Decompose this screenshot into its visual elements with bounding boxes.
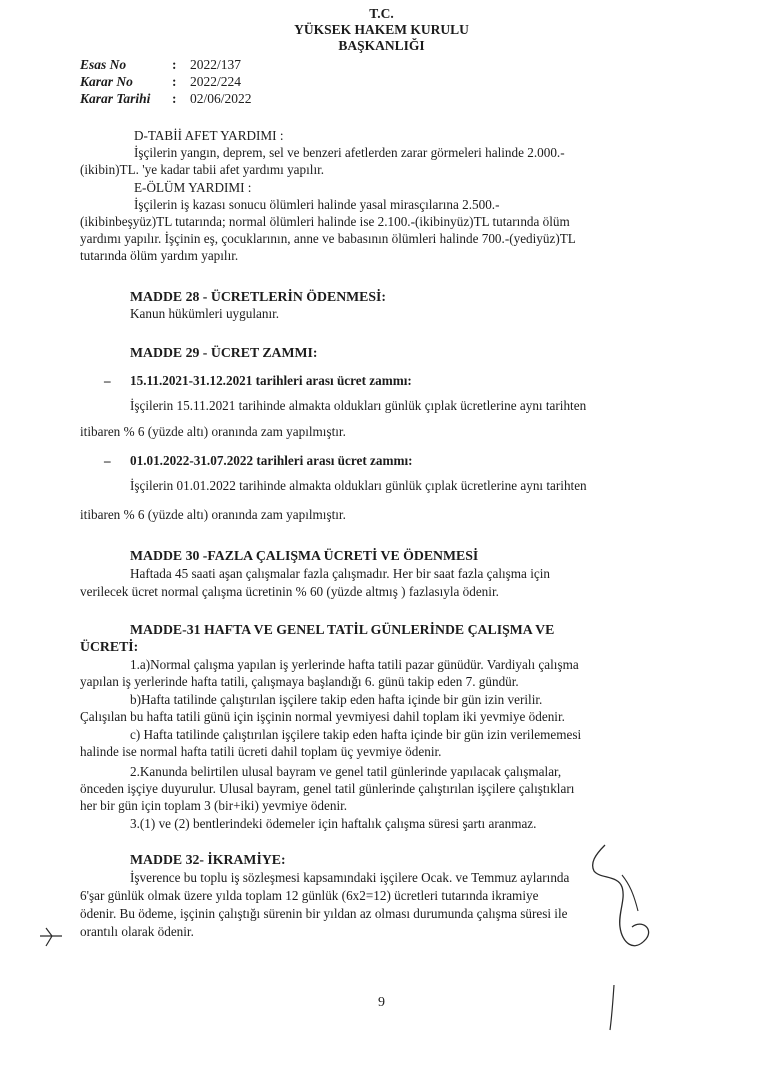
madde-30-title: MADDE 30 -FAZLA ÇALIŞMA ÜCRETİ VE ÖDENMESİ <box>130 548 479 563</box>
karar-no-value: 2022/224 <box>190 74 242 89</box>
header-presidency: BAŞKANLIĞI <box>338 38 425 53</box>
madde-31-b-line2: Çalışılan bu hafta tatili günü için işçinin normal yevmiyesi dahil toplam iki yevmiye ödenir. <box>80 709 565 724</box>
madde-31-c-line1: c) Hafta tatilinde çalıştırılan işçilere takip eden hafta içinde bir gün izin verilememesi <box>130 727 582 742</box>
madde-32-line3: ödenir. Bu ödeme, işçinin çalıştığı sürenin bir yıldan az olması durumunda çalışma süresi ile <box>80 906 568 921</box>
madde-30-line1: Haftada 45 saati aşan çalışmalar fazla çalışmadır. Her bir saat fazla çalışma için <box>130 566 550 581</box>
madde-31-2-line3: her bir gün için toplam 3 (bir+iki) yevmiye ödenir. <box>80 798 348 813</box>
madde-32-line1: İşverence bu toplu iş sözleşmesi kapsamındaki işçilere Ocak. ve Temmuz aylarında <box>130 870 570 885</box>
dash-bullet-2: – <box>104 453 111 468</box>
section-e-line2: (ikibinbeşyüz)TL tutarında; normal ölümleri halinde ise 2.100.-(ikibinyüz)TL tutarında ölüm <box>80 214 570 229</box>
section-e-line3: yardımı yapılır. İşçinin eş, çocuklarının, anne ve babasının ölümleri halinde 700.-(yediyüz)TL <box>80 231 576 246</box>
madde-31-1a-line1: 1.a)Normal çalışma yapılan iş yerlerinde hafta tatili pazar günüdür. Vardiyalı çalışma <box>130 657 579 672</box>
madde-30-line2: verilecek ücret normal çalışma ücretinin % 60 (yüzde altmış ) fazlasıyla ödenir. <box>80 584 499 599</box>
madde-29-sub2-line2: itibaren % 6 (yüzde altı) oranında zam yapılmıştır. <box>80 507 346 522</box>
esas-no-sep: : <box>172 57 177 72</box>
karar-no-row <box>80 74 241 91</box>
madde-31-title-line2: ÜCRETİ: <box>80 639 139 654</box>
madde-31-2-line2: önceden işçiye duyurulur. Ulusal bayram, genel tatil günlerinde çalıştırılan işçilere çalıştıkları <box>80 781 575 796</box>
header-institution: YÜKSEK HAKEM KURULU <box>294 22 469 37</box>
esas-no-label: Esas No <box>80 57 127 72</box>
karar-no-label: Karar No <box>80 74 133 89</box>
karar-tarihi-row <box>80 91 252 108</box>
header-tc: T.C. <box>369 6 394 21</box>
madde-29-sub1-line2: itibaren % 6 (yüzde altı) oranında zam yapılmıştır. <box>80 424 346 439</box>
madde-31-title-line1: MADDE-31 HAFTA VE GENEL TATİL GÜNLERİNDE ÇALIŞMA VE <box>130 622 555 637</box>
karar-tarihi-value: 02/06/2022 <box>190 91 252 106</box>
madde-28-text: Kanun hükümleri uygulanır. <box>130 306 280 321</box>
madde-29-title: MADDE 29 - ÜCRET ZAMMI: <box>130 345 318 360</box>
madde-29-sub2-line1: İşçilerin 01.01.2022 tarihinde almakta oldukları günlük çıplak ücretlerine aynı tarihten <box>130 478 587 493</box>
karar-tarihi-label: Karar Tarihi <box>80 91 151 106</box>
esas-no-row <box>80 57 241 74</box>
madde-32-line4: orantılı olarak ödenir. <box>80 924 194 939</box>
section-e-line4: tutarında ölüm yardım yapılır. <box>80 248 239 263</box>
madde-31-b-line1: b)Hafta tatilinde çalıştırılan işçilere takip eden hafta içinde bir gün izin verilir. <box>130 692 543 707</box>
section-d-line2: (ikibin)TL. 'ye kadar tabii afet yardımı yapılır. <box>80 162 325 177</box>
madde-31-1a-line2: yapılan iş yerlerinde hafta tatili, çalışmaya başlandığı 6. günü takip eden 7. gündür. <box>80 674 519 689</box>
madde-28-title: MADDE 28 - ÜCRETLERİN ÖDENMESİ: <box>130 289 387 304</box>
initial-mark <box>38 922 68 952</box>
madde-31-3-line1: 3.(1) ve (2) bentlerindeki ödemeler için haftalık çalışma süresi şartı aranmaz. <box>130 816 537 831</box>
section-d-title: D-TABİİ AFET YARDIMI : <box>134 128 284 143</box>
karar-no-sep: : <box>172 74 177 89</box>
madde-32-line2: 6'şar günlük olmak üzere yılda toplam 12 günlük (6x2=12) ücretleri tutarında ikramiye <box>80 888 539 903</box>
madde-29-sub1-line1: İşçilerin 15.11.2021 tarihinde almakta oldukları günlük çıplak ücretlerine aynı tarihten <box>130 398 587 413</box>
section-e-title: E-ÖLÜM YARDIMI : <box>134 180 252 195</box>
madde-32-title: MADDE 32- İKRAMİYE: <box>130 852 286 867</box>
madde-29-sub2-title: 01.01.2022-31.07.2022 tarihleri arası ücret zammı: <box>130 453 413 468</box>
section-e-line1: İşçilerin iş kazası sonucu ölümleri halinde yasal mirasçılarına 2.500.- <box>134 197 500 212</box>
esas-no-value: 2022/137 <box>190 57 242 72</box>
dash-bullet-1: – <box>104 373 111 388</box>
madde-31-2-line1: 2.Kanunda belirtilen ulusal bayram ve genel tatil günlerinde yapılacak çalışmalar, <box>130 764 562 779</box>
page-number: 9 <box>378 995 385 1010</box>
madde-31-c-line2: halinde ise normal hafta tatili ücreti dahil toplam üç yevmiye ödenir. <box>80 744 442 759</box>
madde-29-sub1-title: 15.11.2021-31.12.2021 tarihleri arası ücret zammı: <box>130 373 412 388</box>
section-d-line1: İşçilerin yangın, deprem, sel ve benzeri afetlerden zarar görmeleri halinde 2.000.- <box>134 145 565 160</box>
karar-tarihi-sep: : <box>172 91 177 106</box>
